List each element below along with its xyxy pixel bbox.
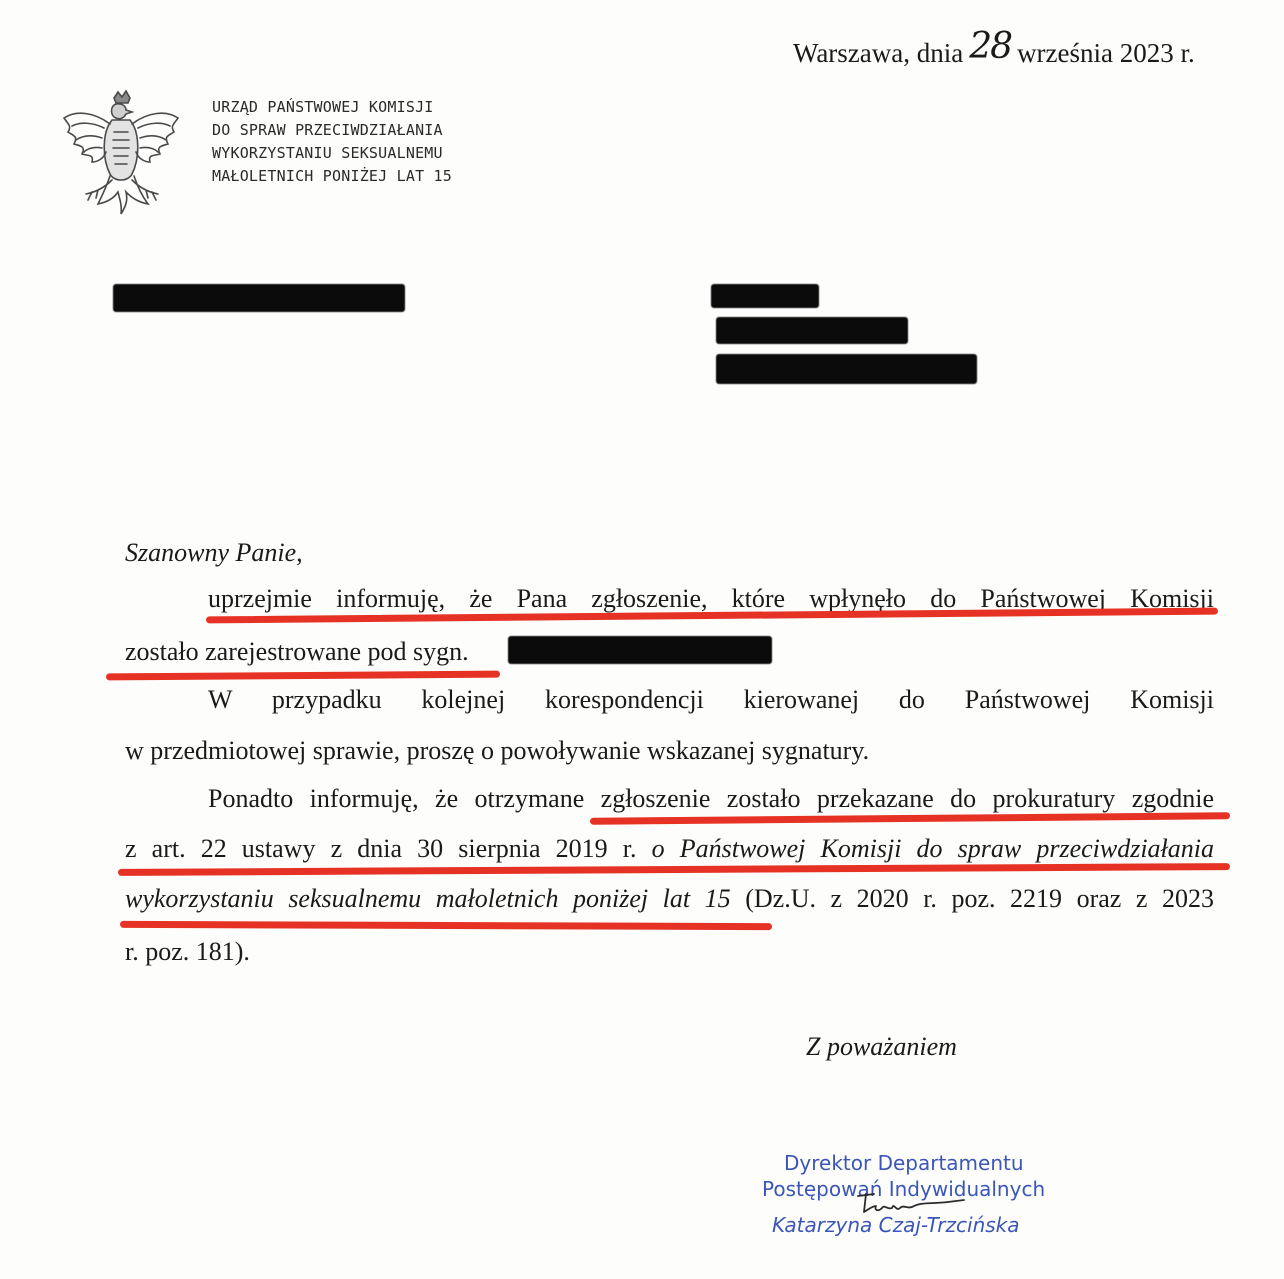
journal-reference: (Dz.U. z 2020 r. poz. 2219 oraz z 2023: [745, 884, 1214, 913]
paragraph-3-line-3: [125, 884, 1214, 914]
redacted-address-line-1: [711, 284, 819, 308]
paragraph-1-line-1: uprzejmie informuję, że Pana zgłoszenie, które wpłynęło do Państwowej Komisji: [208, 584, 1214, 613]
red-underline-4: [118, 863, 1230, 876]
office-header: [212, 96, 452, 188]
date-day-handwritten: 28: [969, 26, 1012, 67]
redacted-address-line-3: [716, 354, 977, 384]
paragraph-3-line-4: r. poz. 181).: [125, 937, 250, 966]
stamp-title: Dyrektor Departamentu: [784, 1151, 1024, 1175]
act-title-part-1: o Państwowej Komisji do spraw przeciwdziałania: [651, 834, 1215, 863]
office-line-3: WYKORZYSTANIU SEKSUALNEMU: [212, 144, 443, 162]
date-suffix: września 2023 r.: [1017, 38, 1195, 68]
paragraph-2-line-2: w przedmiotowej sprawie, proszę o powoływanie wskazanej sygnatury.: [125, 736, 870, 765]
redacted-recipient-name: [113, 284, 405, 312]
paragraph-3-line-2: [125, 834, 1214, 864]
redacted-case-signature: [508, 636, 772, 664]
salutation: Szanowny Panie,: [125, 538, 303, 567]
red-underline-3: [590, 812, 1230, 825]
paragraph-2-line-1: W przypadku kolejnej korespondencji kierowanej do Państwowej Komisji: [208, 685, 1214, 714]
redacted-address-line-2: [716, 317, 908, 344]
date-prefix: Warszawa, dnia: [793, 38, 964, 68]
polish-eagle-emblem-icon: [58, 88, 188, 228]
red-underline-5: [120, 921, 772, 930]
act-title-part-2: wykorzystaniu seksualnemu małoletnich poniżej lat 15: [125, 884, 731, 913]
paragraph-3-line-1: Ponadto informuję, że otrzymane zgłoszenie zostało przekazane do prokuratury zgodnie: [208, 784, 1214, 813]
paragraph-1-line-2: zostało zarejestrowane pod sygn.: [125, 637, 469, 666]
office-line-4: MAŁOLETNICH PONIŻEJ LAT 15: [212, 167, 452, 185]
date-line: [793, 26, 1195, 71]
stamp-department: Postępowań Indywidualnych: [762, 1177, 1046, 1201]
closing: Z poważaniem: [806, 1032, 957, 1061]
act-reference: z art. 22 ustawy z dnia 30 sierpnia 2019 r.: [125, 834, 637, 863]
office-line-2: DO SPRAW PRZECIWDZIAŁANIA: [212, 121, 443, 139]
stamp-signatory-name: Katarzyna Czaj-Trzcińska: [772, 1213, 1020, 1237]
office-line-1: URZĄD PAŃSTWOWEJ KOMISJI: [212, 98, 434, 116]
red-underline-2: [106, 671, 500, 681]
handwritten-signature: [852, 1188, 982, 1222]
